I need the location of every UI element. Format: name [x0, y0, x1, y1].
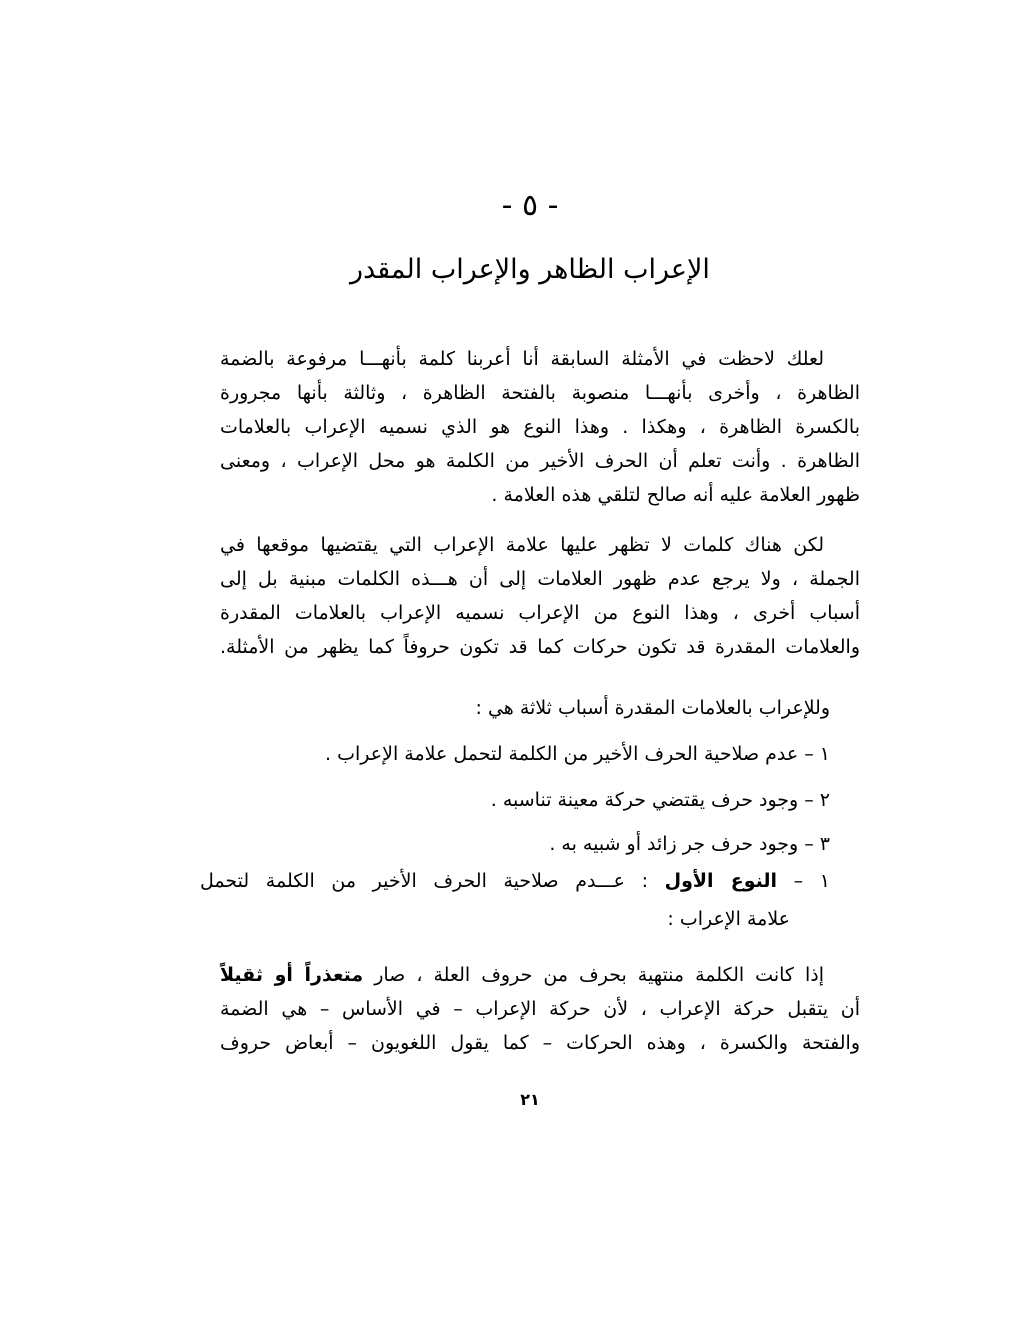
- text-line: لكن هناك كلمات لا تظهر عليها علامة الإعراب التي يقتضيها موقعها في: [220, 534, 824, 556]
- bold-text-span: متعذراً أو ثقيلاً: [220, 964, 364, 986]
- type-one-number: ١ –: [793, 870, 830, 892]
- chapter-number: - ٥ -: [501, 188, 559, 223]
- chapter-title: الإعراب الظاهر والإعراب المقدر: [350, 254, 710, 285]
- text-line: ظهور العلامة عليه أنه صالح لتلقي هذه العلامة .: [491, 484, 860, 506]
- paragraph-implied-inflection: [220, 528, 860, 664]
- page-number: ٢١: [520, 1090, 540, 1109]
- text-line: أسباب أخرى ، وهذا النوع من الإعراب نسميه الإعراب بالعلامات المقدرة: [220, 602, 860, 624]
- text-line: أن يتقبل حركة الإعراب ، لأن حركة الإعراب – في الأساس – هي الضمة: [220, 998, 860, 1020]
- paragraph-visible-inflection: [220, 342, 860, 512]
- reason-item-1: ١ – عدم صلاحية الحرف الأخير من الكلمة لتحمل علامة الإعراب .: [325, 743, 830, 765]
- type-one-label: النوع الأول: [664, 870, 778, 892]
- text-line: [220, 958, 860, 992]
- type-one-rest: : عـــدم صلاحية الحرف الأخير من الكلمة لتحمل: [200, 870, 648, 892]
- text-span: إذا كانت الكلمة منتهية بحرف من حروف العلة ، صار: [374, 964, 824, 986]
- type-one-continuation: علامة الإعراب :: [667, 908, 790, 930]
- text-line: بالكسرة الظاهرة ، وهكذا . وهذا النوع هو الذي نسميه الإعراب بالعلامات: [220, 416, 860, 438]
- reason-item-2: ٢ – وجود حرف يقتضي حركة معينة تناسبه .: [490, 789, 830, 811]
- type-one-heading: [200, 862, 830, 938]
- reasons-intro: وللإعراب بالعلامات المقدرة أسباب ثلاثة هي :: [475, 697, 830, 719]
- reason-item-3: ٣ – وجود حرف جر زائد أو شبيه به .: [549, 833, 830, 855]
- paragraph-weak-letters: [220, 958, 860, 1060]
- text-line: الظاهرة ، وأخرى بأنهـــا منصوبة بالفتحة الظاهرة ، وثالثة بأنها مجرورة: [220, 382, 860, 404]
- text-line: لعلك لاحظت في الأمثلة السابقة أنا أعربنا كلمة بأنهـــا مرفوعة بالضمة: [220, 348, 824, 370]
- reasons-list: [210, 688, 830, 868]
- type-one-line: [200, 862, 830, 900]
- text-line: والعلامات المقدرة قد تكون حركات كما قد تكون حروفاً كما يظهر من الأمثلة.: [220, 636, 860, 658]
- text-line: الظاهرة . وأنت تعلم أن الحرف الأخير من الكلمة هو محل الإعراب ، ومعنى: [220, 450, 860, 472]
- text-line: الجملة ، ولا يرجع عدم ظهور العلامات إلى أن هـــذه الكلمات مبنية بل إلى: [220, 568, 860, 590]
- text-line: والفتحة والكسرة ، وهذه الحركات – كما يقول اللغويون – أبعاض حروف: [220, 1032, 860, 1054]
